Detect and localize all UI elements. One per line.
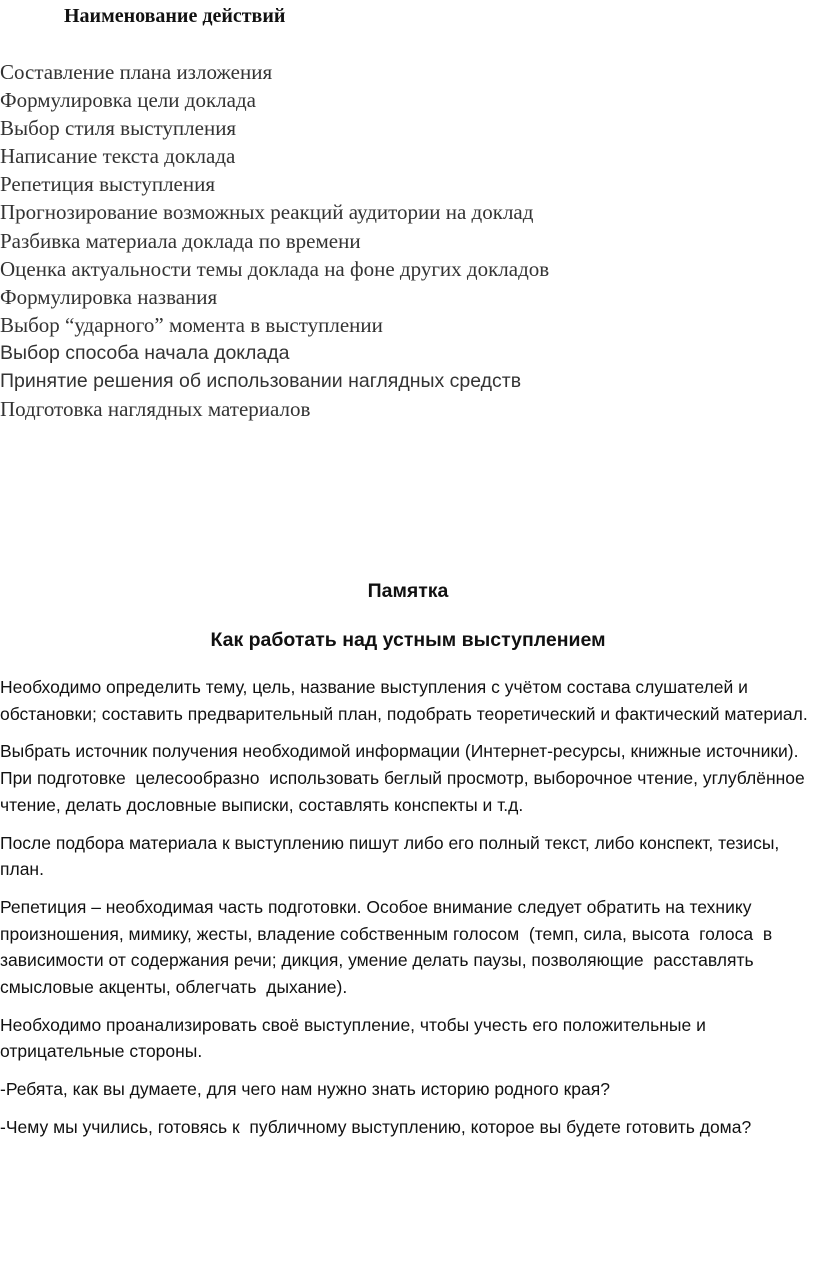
- action-item: Написание текста доклада: [0, 144, 236, 169]
- action-item: Выбор способа начала доклада: [0, 341, 290, 364]
- action-item: Формулировка названия: [0, 284, 218, 309]
- memo-paragraph: Необходимо определить тему, цель, название выступления с учётом состава слушателей и обстановки; составить предварительный план, подобрать теоретический и фактический материал.: [0, 677, 808, 724]
- action-item: Принятие решения об использовании наглядных средств: [0, 370, 522, 393]
- action-item: Составление плана изложения: [0, 60, 273, 84]
- action-item: Выбор стиля выступления: [0, 116, 237, 141]
- actions-list: [0, 58, 816, 423]
- memo-paragraph: Репетиция – необходимая часть подготовки. Особое внимание следует обратить на технику произношения, мимику, жесты, владение собственным голосом (темп, сила, высота голоса в зависимости от содержания речи; дикция, умение делать паузы, позволяющие расставлять смысловые акценты, облегчать дыхание).: [0, 896, 778, 998]
- action-item: Репетиция выступления: [0, 172, 216, 197]
- action-item: Подготовка наглядных материалов: [0, 397, 311, 422]
- memo-paragraph: Необходимо проанализировать своё выступление, чтобы учесть его положительные и отрицательные стороны.: [0, 1014, 711, 1062]
- action-item: Оценка актуальности темы доклада на фоне других докладов: [0, 256, 550, 281]
- memo-body: [0, 674, 812, 1152]
- memo-paragraph: Выбрать источник получения необходимой информации (Интернет-ресурсы, книжные источники). При подготовке целесообразно использовать беглый просмотр, выборочное чтение, углублённое чтение, делать дословные выписки, составлять конспекты и т.д.: [0, 741, 810, 815]
- memo-subtitle: Как работать над устным выступлением: [210, 629, 606, 651]
- action-item: Прогнозирование возможных реакций аудитории на доклад: [0, 200, 534, 225]
- memo-paragraph: После подбора материала к выступлению пишут либо его полный текст, либо конспект, тезисы, план.: [0, 832, 789, 880]
- action-item: Выбор “ударного” момента в выступлении: [0, 312, 383, 337]
- memo-question: -Чему мы учились, готовясь к публичному выступлению, которое вы будете готовить дома?: [0, 1116, 752, 1137]
- action-item: Формулировка цели доклада: [0, 88, 256, 113]
- action-item: Разбивка материала доклада по времени: [0, 228, 361, 253]
- actions-heading: Наименование действий: [64, 5, 286, 27]
- memo-question: -Ребята, как вы думаете, для чего нам нужно знать историю родного края?: [0, 1079, 610, 1100]
- memo-title: Памятка: [367, 580, 449, 602]
